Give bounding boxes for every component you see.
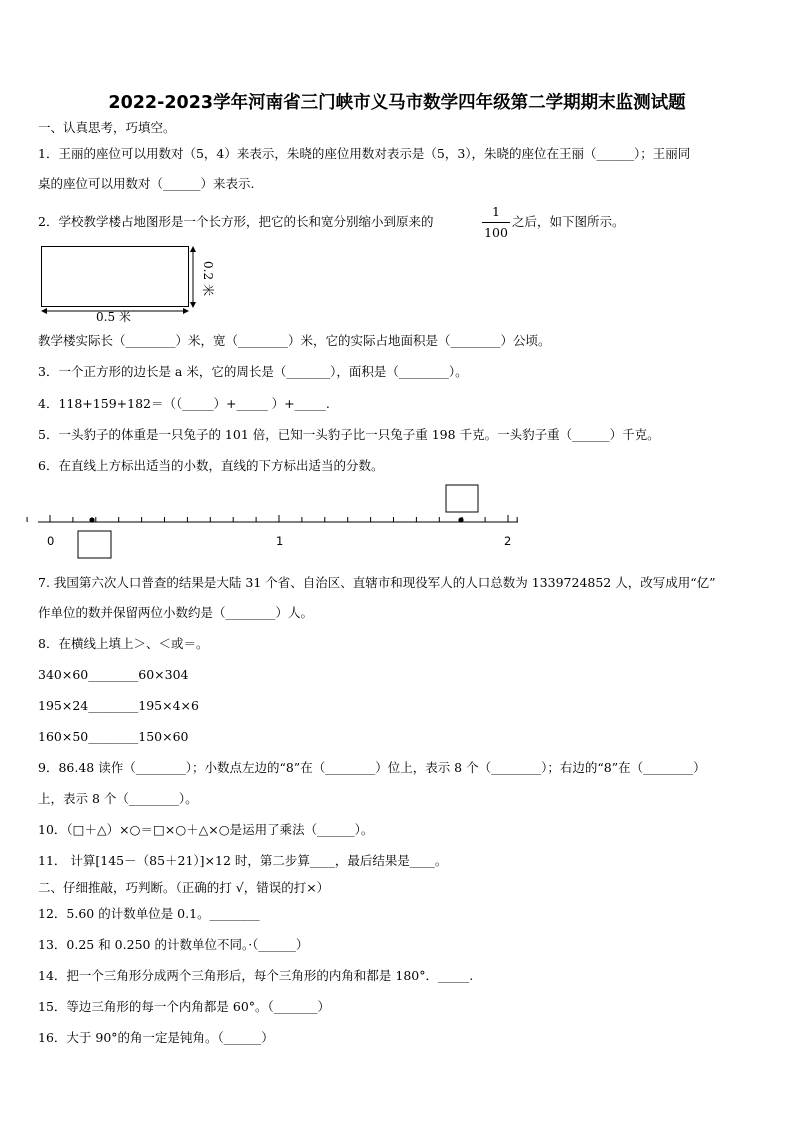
question-14: 14．把一个三角形分成两个三角形后，每个三角形的内角和都是 180°．_____. bbox=[38, 968, 474, 983]
number-line-ticks bbox=[27, 515, 517, 522]
point-marker-b bbox=[458, 517, 463, 522]
question-8-item-b: 195×24________195×4×6 bbox=[38, 698, 199, 713]
page-title: 2022-2023学年河南省三门峡市义马市数学四年级第二学期期末监测试题 bbox=[108, 93, 686, 113]
question-5: 5．一头豹子的体重是一只兔子的 101 倍，已知一头豹子比一只兔子重 198 千克。一头豹子重（______）千克。 bbox=[38, 427, 660, 442]
question-8: 8．在横线上填上＞、＜或＝。 bbox=[38, 636, 209, 651]
width-arrow-left bbox=[41, 308, 47, 314]
question-15: 15．等边三角形的每一个内角都是 60°。（_______） bbox=[38, 999, 331, 1014]
fraction-denominator: 100 bbox=[484, 225, 508, 240]
number-line-label-2: 2 bbox=[504, 534, 512, 548]
height-arrow-top bbox=[190, 246, 196, 252]
number-line-label-0: 0 bbox=[47, 534, 55, 548]
answer-box-below bbox=[78, 531, 111, 558]
question-8-item-a: 340×60________60×304 bbox=[38, 667, 189, 682]
number-line bbox=[0, 480, 794, 560]
width-arrow-right bbox=[183, 308, 189, 314]
question-13: 13．0.25 和 0.250 的计数单位不同。·（______） bbox=[38, 937, 309, 952]
question-11: 11． 计算[145－（85＋21）]×12 时，第二步算____，最后结果是____。 bbox=[38, 853, 448, 868]
question-10: 10．（□＋△）×○＝□×○＋△×○是运用了乘法（______）。 bbox=[38, 822, 374, 837]
answer-box-above bbox=[446, 485, 478, 512]
question-6: 6．在直线上方标出适当的小数，直线的下方标出适当的分数。 bbox=[38, 458, 384, 473]
question-1-line-2: 桌的座位可以用数对（______）来表示. bbox=[38, 176, 255, 191]
height-arrow-bottom bbox=[190, 302, 196, 308]
number-line-label-1: 1 bbox=[276, 534, 284, 548]
question-12: 12．5.60 的计数单位是 0.1。________ bbox=[38, 906, 260, 921]
question-1-line-1: 1．王丽的座位可以用数对（5，4）来表示，朱晓的座位用数对表示是（5，3），朱晓的座位在王丽（______）；王丽同 bbox=[38, 146, 691, 161]
point-marker-a bbox=[89, 517, 94, 522]
question-9-line-2: 上，表示 8 个（________）。 bbox=[38, 791, 198, 806]
question-7-line-2: 作单位的数并保留两位小数约是（________）人。 bbox=[38, 605, 314, 620]
question-8-item-c: 160×50________150×60 bbox=[38, 729, 189, 744]
question-2-line-1-end: 之后，如下图所示。 bbox=[512, 214, 625, 229]
section-2-heading: 二、仔细推敲，巧判断。（正确的打 √，错误的打×） bbox=[38, 880, 330, 895]
question-4: 4．118+159+182＝（（_____）+_____ ）+_____. bbox=[38, 396, 330, 411]
question-2-line-1: 2．学校教学楼占地图形是一个长方形，把它的长和宽分别缩小到原来的 bbox=[38, 214, 434, 229]
question-9-line-1: 9．86.48 读作（________）；小数点左边的“8”在（________）位上，表示 8 个（________）；右边的“8”在（________） bbox=[38, 760, 706, 775]
width-label: 0.5 米 bbox=[96, 310, 131, 324]
question-2-line-2: 教学楼实际长（________）米，宽（________）米，它的实际占地面积是（________）公顷。 bbox=[38, 333, 551, 348]
question-3: 3．一个正方形的边长是 a 米，它的周长是（_______），面积是（________）。 bbox=[38, 364, 468, 379]
question-7-line-1: 7. 我国第六次人口普查的结果是大陆 31 个省、自治区、直辖市和现役军人的人口总数为 1339724852 人，改写成用“亿” bbox=[38, 575, 716, 590]
rectangle-dimension-arrows bbox=[0, 0, 794, 340]
fraction-numerator: 1 bbox=[492, 204, 500, 219]
height-label: 0.2 米 bbox=[200, 261, 215, 296]
question-16: 16．大于 90°的角一定是钝角。（______） bbox=[38, 1030, 274, 1045]
height-label-box bbox=[191, 258, 215, 298]
section-1-heading: 一、认真思考，巧填空。 bbox=[38, 120, 176, 135]
